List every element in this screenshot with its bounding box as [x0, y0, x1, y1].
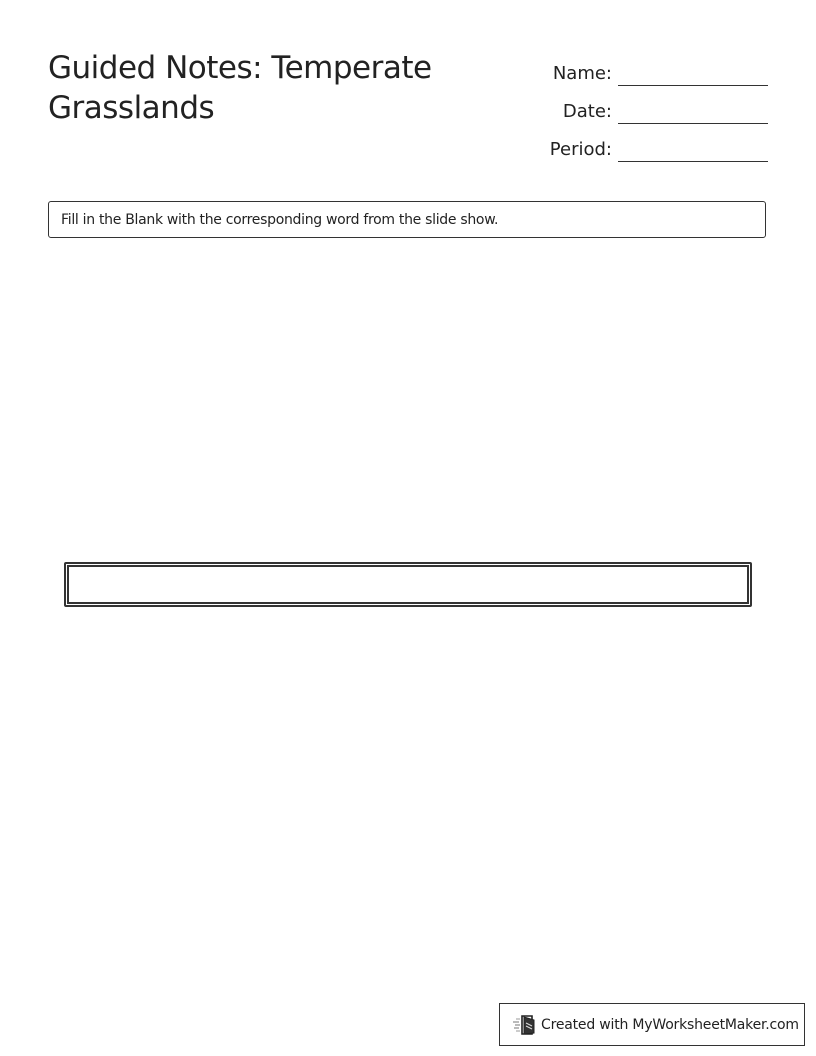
date-blank-line[interactable] [618, 122, 768, 124]
instructions-text: Fill in the Blank with the corresponding word from the slide show. [61, 211, 499, 228]
period-field[interactable] [528, 126, 768, 164]
name-field[interactable] [528, 50, 768, 88]
date-label: Date: [562, 101, 612, 122]
word-bank-box [64, 562, 752, 607]
instructions-box [48, 201, 766, 238]
period-blank-line[interactable] [618, 160, 768, 162]
student-info-fields [528, 50, 768, 164]
date-field[interactable] [528, 88, 768, 126]
name-label: Name: [552, 63, 612, 84]
footer-badge[interactable] [499, 1003, 805, 1046]
worksheet-maker-logo-icon [512, 1014, 536, 1036]
period-label: Period: [549, 139, 612, 160]
name-blank-line[interactable] [618, 84, 768, 86]
footer-credit-text: Created with MyWorksheetMaker.com [541, 1016, 799, 1033]
page-title: Guided Notes: Temperate Grasslands [48, 50, 432, 126]
